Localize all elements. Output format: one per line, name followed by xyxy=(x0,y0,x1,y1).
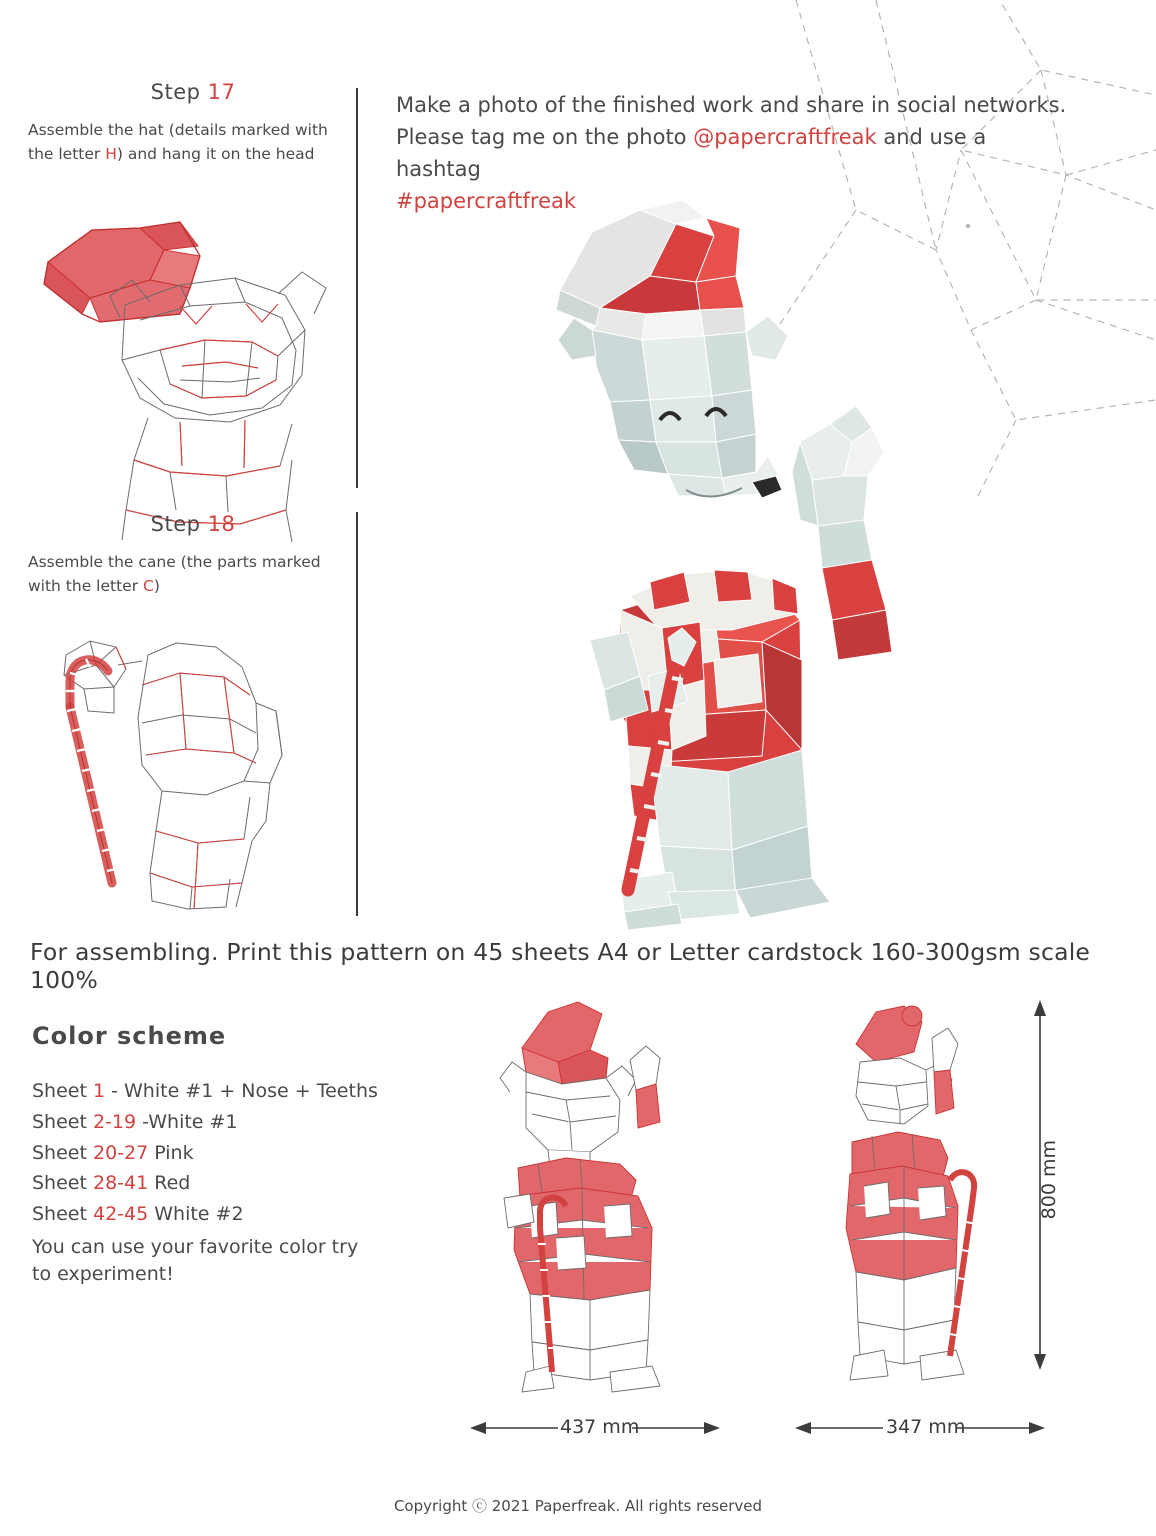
step-17-title: Step 17 xyxy=(150,80,236,104)
step-18-figure-body-cane xyxy=(30,625,360,915)
color-scheme-note: You can use your favorite color try to experiment! xyxy=(32,1235,359,1286)
copyright-text: Copyright ⓒ 2021 Paperfreak. All rights reserved xyxy=(393,1497,763,1515)
share-line-1: Make a photo of the finished work and share in social networks. xyxy=(396,93,1067,117)
hero-bear-render xyxy=(500,190,980,930)
pattern-side-view xyxy=(800,1000,1000,1400)
list-item: Sheet 28-41 Red xyxy=(32,1172,191,1195)
color-scheme-block xyxy=(32,1022,378,1289)
step-17-block xyxy=(28,80,358,166)
share-line-2: Please tag me on the photo @papercraftfreak and use a hashtag xyxy=(396,124,987,181)
hashtag: #papercraftfreak xyxy=(396,188,577,213)
color-scheme-title: Color scheme xyxy=(32,1022,227,1050)
instagram-handle: @papercraftfreak xyxy=(693,124,877,149)
front-width-label: 437 mm xyxy=(560,1416,640,1438)
divider-vertical-top xyxy=(356,88,358,488)
pattern-front-view xyxy=(470,1000,720,1400)
step-17-description: Assemble the hat (details marked with the letter H) and hang it on the head xyxy=(28,121,328,164)
list-item: Sheet 2-19 -White #1 xyxy=(32,1110,238,1133)
color-scheme-list xyxy=(32,1076,378,1230)
step-18-title: Step 18 xyxy=(150,512,236,536)
step-18-block xyxy=(28,512,358,598)
step-18-description: Assemble the cane (the parts marked with the letter C) xyxy=(28,553,321,596)
height-dimension-label: 800 mm xyxy=(1038,1140,1060,1220)
list-item: Sheet 20-27 Pink xyxy=(32,1141,194,1164)
assembling-instruction: For assembling. Print this pattern on 45 sheets A4 or Letter cardstock 160-300gsm scale 100% xyxy=(30,938,1091,994)
list-item: Sheet 42-45 White #2 xyxy=(32,1203,244,1226)
list-item: Sheet 1 - White #1 + Nose + Teeths xyxy=(32,1080,378,1102)
side-width-label: 347 mm xyxy=(886,1416,966,1438)
step-17-figure-bear-head-hat xyxy=(30,210,360,470)
